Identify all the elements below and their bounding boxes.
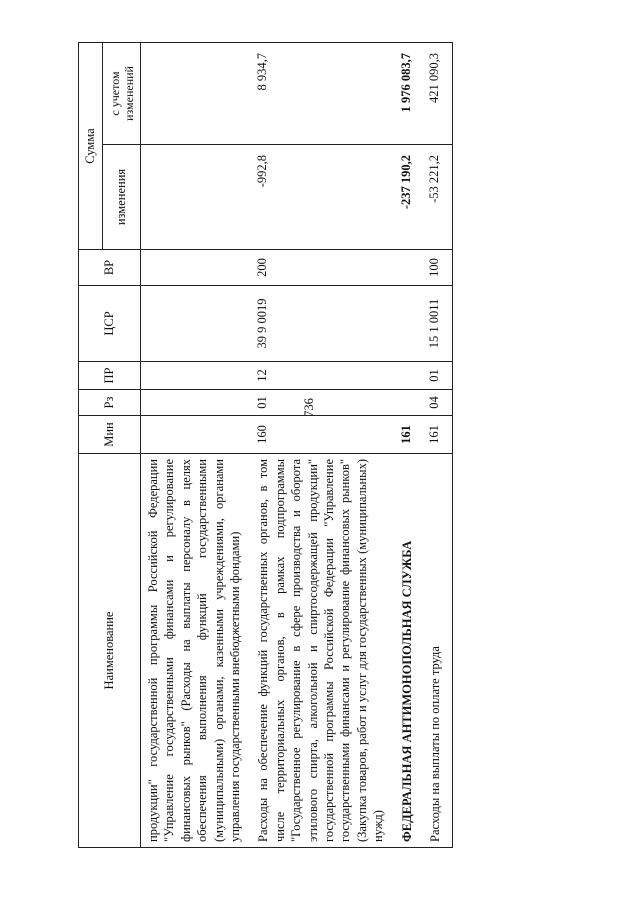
row-pr — [141, 362, 252, 390]
table-row — [395, 43, 423, 848]
row-min: 161 — [423, 416, 452, 454]
row-change: -53 221,2 — [423, 145, 452, 250]
table-row — [141, 43, 252, 848]
header-pr: ПР — [79, 362, 141, 390]
row-csr — [395, 286, 423, 362]
header-rz: Рз — [79, 390, 141, 416]
row-with-change: 421 090,3 — [423, 43, 452, 145]
row-with-change: 1 976 083,7 — [395, 43, 423, 145]
row-rz: 04 — [423, 390, 452, 416]
header-min: Мин — [79, 416, 141, 454]
row-name: Расходы на обеспечение функций государственных органов, в том числе территориальных органов, в рамках подпрограммы "Государственное регулирование в сфере производства и оборота этилового спирта, алкогольной и спиртосодержащей продукции" государственной программы Российской Федерации "Управление государственными финансами и регулирование финансовых рынков" (Закупка товаров, работ и услуг для государственных (муниципальных) нужд) — [251, 454, 394, 848]
table-row — [423, 43, 452, 848]
row-name: Расходы на выплаты по оплате труда — [423, 454, 452, 848]
header-vr: ВР — [79, 250, 141, 286]
header-with-change: с учетом изменений — [103, 43, 141, 145]
header-name: Наименование — [79, 454, 141, 848]
row-with-change — [141, 43, 252, 145]
row-vr — [395, 250, 423, 286]
row-csr — [141, 286, 252, 362]
budget-table — [78, 42, 453, 848]
row-vr — [141, 250, 252, 286]
row-min: 160 — [251, 416, 394, 454]
row-name: продукции" государственной программы Российской Федерации "Управление государственными финансами и регулирование финансовых рынков" (Расходы на выплаты персоналу в целях обеспечения выполнения функций государственными (муниципальными) органами, казенными учреждениями, органами управления государственными внебюджетными фондами) — [141, 454, 252, 848]
row-change — [141, 145, 252, 250]
row-pr: 01 — [423, 362, 452, 390]
header-sum: Сумма — [79, 43, 103, 250]
header-change: изменения — [103, 145, 141, 250]
row-with-change: 8 934,7 — [251, 43, 394, 145]
row-vr: 100 — [423, 250, 452, 286]
row-csr: 39 9 0019 — [251, 286, 394, 362]
row-pr: 12 — [251, 362, 394, 390]
row-min — [141, 416, 252, 454]
page-number: 736 — [301, 397, 316, 417]
row-pr — [395, 362, 423, 390]
row-rz — [395, 390, 423, 416]
row-rz: 01 — [251, 390, 394, 416]
table-row — [251, 43, 394, 848]
row-vr: 200 — [251, 250, 394, 286]
rotated-table-container — [78, 43, 596, 848]
header-csr: ЦСР — [79, 286, 141, 362]
row-min: 161 — [395, 416, 423, 454]
row-change: -992,8 — [251, 145, 394, 250]
row-change: -237 190,2 — [395, 145, 423, 250]
row-rz — [141, 390, 252, 416]
row-csr: 15 1 0011 — [423, 286, 452, 362]
row-name: ФЕДЕРАЛЬНАЯ АНТИМОНОПОЛЬНАЯ СЛУЖБА — [395, 454, 423, 848]
